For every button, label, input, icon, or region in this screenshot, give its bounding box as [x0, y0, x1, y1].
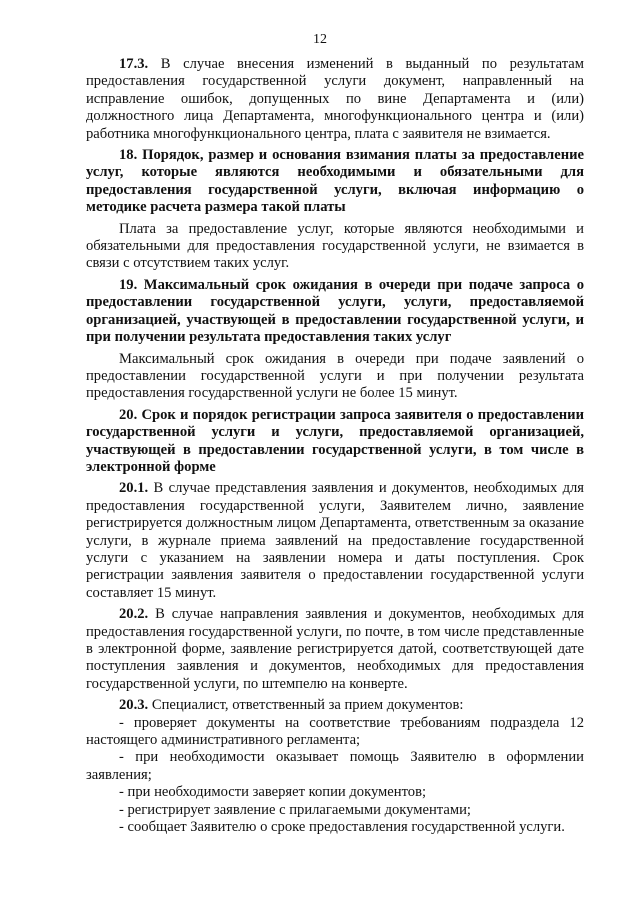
list-item: - регистрирует заявление с прилагаемыми документами;	[119, 801, 471, 818]
list-item: - сообщает Заявителю о сроке предоставления государственной услуги.	[119, 819, 565, 836]
paragraph-18-body: Плата за предоставление услуг, которые являются необходимыми и обязательными для предоставления государственной услуги, не взимается в связи с отсутствием таких услуг.	[86, 220, 584, 272]
section-heading-20: 20. Срок и порядок регистрации запроса заявителя о предоставлении государственной услуги и услуги, предоставляемой организацией, участвующей в предоставлении государственной услуги, в том числе в электронной форме	[86, 406, 584, 475]
paragraph-number: 20.3.	[119, 697, 149, 714]
page-number: 12	[313, 32, 327, 47]
paragraph-text: В случае внесения изменений в выданный по результатам предоставления государственной услуги документ, направленный на исправление ошибок, допущенных по вине Департамента и (или) должностного лица Департамента, многофункционального центра и (или) работника многофункционального центра, плата с заявителя не взимается.	[86, 56, 584, 142]
paragraph-20-3	[86, 697, 584, 714]
list-item: - при необходимости оказывает помощь Заявителю в оформлении заявления;	[86, 749, 584, 783]
paragraph-text: Специалист, ответственный за прием документов:	[148, 697, 464, 714]
paragraph-19-body: Максимальный срок ожидания в очереди при подаче заявлений о предоставлении государственной услуги и при получении результата предоставления государственной услуги не более 15 минут.	[86, 350, 584, 402]
section-heading-19: 19. Максимальный срок ожидания в очереди при подаче запроса о предоставлении государственной услуги, услуги, предоставляемой организацией, участвующей в предоставлении государственной услуги, и при получении результата предоставления таких услуг	[86, 276, 584, 346]
list-item: - при необходимости заверяет копии документов;	[119, 784, 427, 801]
paragraph-17-3	[86, 56, 584, 143]
paragraph-20-1	[86, 480, 584, 602]
paragraph-number: 20.1.	[119, 480, 149, 497]
page-content	[86, 56, 584, 836]
paragraph-number: 20.2.	[119, 606, 149, 623]
section-heading-18: 18. Порядок, размер и основания взимания платы за предоставление услуг, которые являются необходимыми и обязательными для предоставления государственной услуги, включая информацию о методике расчета размера такой платы	[86, 147, 584, 216]
paragraph-20-2	[86, 606, 584, 693]
list-item: - проверяет документы на соответствие требованиям подраздела 12 настоящего административного регламента;	[86, 714, 584, 749]
paragraph-number: 17.3.	[119, 56, 149, 72]
paragraph-text: В случае направления заявления и документов, необходимых для предоставления государственной услуги, по почте, в том числе представленные в электронной форме, заявление регистрируется датой, соответствующей дате поступления заявления и документов, необходимых для предоставления государственной услуги, по штемпелю на конверте.	[86, 606, 584, 692]
paragraph-text: В случае представления заявления и документов, необходимых для предоставления государственной услуги, Заявителем лично, заявление регистрируется должностным лицом Департамента, ответственным за оказание услуги, в журнале приема заявлений на предоставление государственной услуги с указанием на заявлении номера и даты поступления. Срок регистрации заявления заявителя о предоставлении государственной услуги составляет 15 минут.	[86, 480, 584, 601]
